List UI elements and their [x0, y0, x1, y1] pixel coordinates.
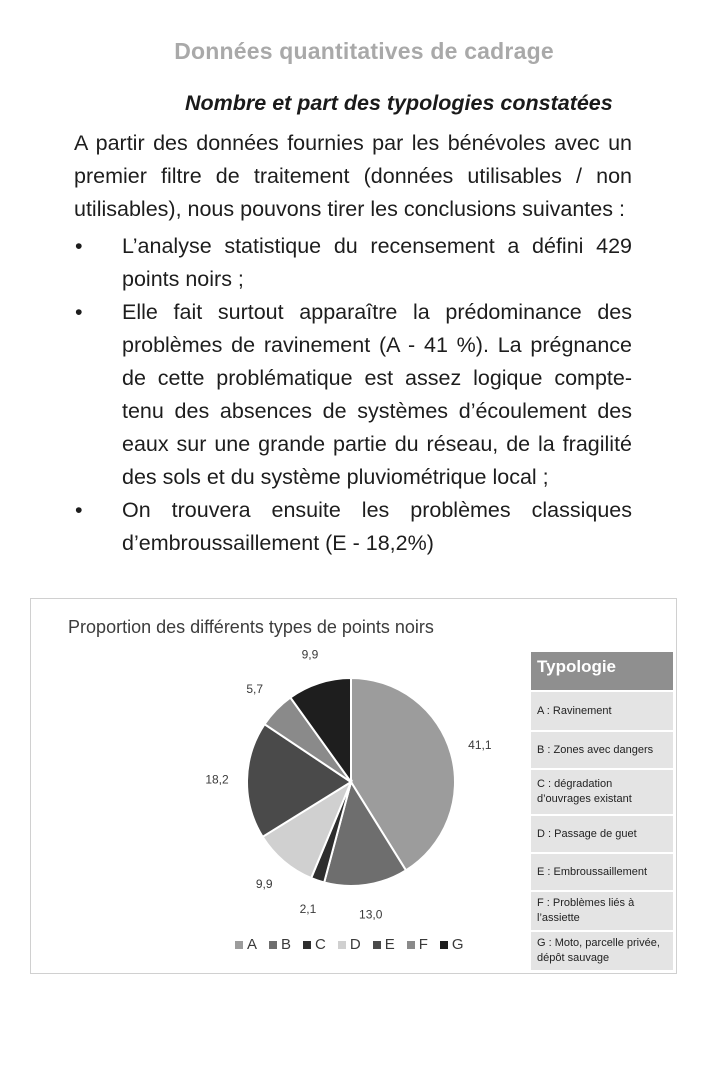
- bullet-text: On trouvera ensuite les problèmes classiques d’embroussaillement (E - 18,2%): [122, 498, 632, 555]
- chart-title: Proportion des différents types de points noirs: [68, 617, 434, 637]
- legend-label: C: [315, 936, 326, 953]
- bullet-icon: •: [75, 234, 83, 258]
- data-label-d: 9,9: [255, 877, 273, 892]
- legend-swatch-icon: [338, 941, 346, 949]
- pie-chart-figure: [30, 598, 677, 974]
- data-label-b: 13,0: [359, 907, 383, 922]
- typology-legend-table: [531, 652, 673, 970]
- data-label-f: 5,7: [246, 681, 264, 696]
- bullet-icon: •: [75, 300, 83, 324]
- legend-swatch-icon: [440, 941, 448, 949]
- legend-row-c: C : dégradation d’ouvrages existant: [531, 768, 673, 814]
- legend-swatch-icon: [235, 941, 243, 949]
- legend-row-b: B : Zones avec dangers: [531, 730, 673, 768]
- legend-swatch-icon: [303, 941, 311, 949]
- legend-label: B: [281, 936, 292, 953]
- data-label-e: 18,2: [205, 772, 229, 787]
- list-item: [0, 296, 708, 494]
- legend-item-b: [269, 936, 291, 953]
- legend-item-c: [303, 936, 326, 953]
- legend-item-g: [440, 936, 464, 953]
- legend-label: D: [349, 936, 361, 953]
- data-label-c: 2,1: [299, 901, 317, 916]
- chart-legend: [235, 936, 464, 953]
- legend-swatch-icon: [407, 941, 415, 949]
- bullet-text: L’analyse statistique du recensement a défini 429 points noirs ;: [122, 234, 632, 291]
- legend-row-d: D : Passage de guet: [531, 814, 673, 852]
- list-item: [0, 230, 708, 296]
- legend-item-a: [235, 936, 257, 953]
- intro-paragraph: A partir des données fournies par les bénévoles avec un premier filtre de traitement (données utilisables / non utilisables), nous pouvons tirer les conclusions suivantes :: [74, 131, 632, 221]
- legend-label: E: [384, 936, 395, 953]
- list-item: [0, 494, 708, 560]
- data-label-g: 9,9: [301, 647, 319, 662]
- section-title: Données quantitatives de cadrage: [174, 38, 554, 64]
- legend-item-e: [373, 936, 395, 953]
- legend-row-f: F : Problèmes liés à l’assiette: [531, 890, 673, 930]
- legend-label: A: [247, 936, 258, 953]
- legend-label: G: [451, 936, 464, 953]
- legend-swatch-icon: [373, 941, 381, 949]
- bullet-text: Elle fait surtout apparaître la prédominance des problèmes de ravinement (A - 41 %). La prégnance de cette problématique est assez logique compte-tenu des absences de systèmes d’écoulement des eaux sur une grande partie du réseau, de la fragilité des sols et du système pluviométrique local ;: [122, 300, 632, 489]
- legend-swatch-icon: [269, 941, 277, 949]
- pie-chart: [31, 599, 531, 973]
- legend-item-f: [407, 936, 428, 953]
- conclusions-list: [0, 230, 708, 560]
- legend-row-a: A : Ravinement: [531, 690, 673, 730]
- legend-row-g: G : Moto, parcelle privée, dépôt sauvage: [531, 930, 673, 970]
- legend-item-d: [338, 936, 361, 953]
- legend-table-header: Typologie: [531, 652, 673, 690]
- data-label-a: 41,1: [468, 738, 492, 753]
- legend-label: F: [418, 936, 428, 953]
- legend-row-e: E : Embroussaillement: [531, 852, 673, 890]
- section-subtitle: Nombre et part des typologies constatées: [185, 91, 613, 115]
- bullet-icon: •: [75, 498, 83, 522]
